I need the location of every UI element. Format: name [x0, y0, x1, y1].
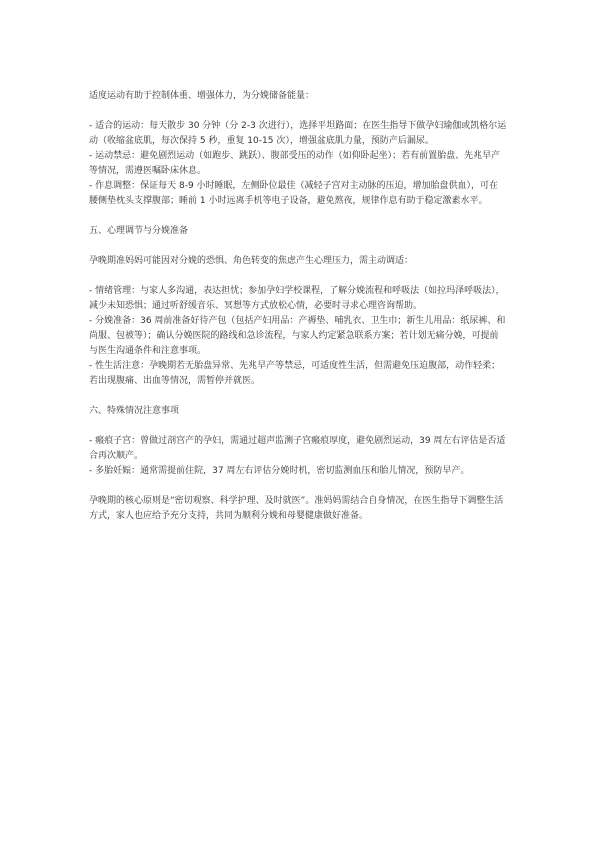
- section-heading-special: 六、特殊情况注意事项: [89, 406, 180, 416]
- paragraph-exercise-intro: 适度运动有助于控制体重、增强体力，为分娩储备能量：: [89, 91, 315, 101]
- paragraph-conclusion: 孕晚期的核心原则是“密切观察、科学护理、及时就医”。准妈妈需结合自身情况，在医生指导下调整生活方式，家人也应给予充分支持，共同为顺利分娩和母婴健康做好准备。: [89, 496, 504, 521]
- section-heading-mental: 五、心理调节与分娩准备: [89, 226, 189, 236]
- list-item-emotion: - 情绪管理：与家人多沟通，表达担忧；参加孕妇学校课程，了解分娩流程和呼吸法（如拉玛泽呼吸法），减少未知恐惧；通过听舒缓音乐、冥想等方式放松心情，必要时寻求心理咨询帮助。: [89, 286, 505, 311]
- list-item-exercise-taboo: - 运动禁忌：避免剧烈运动（如跑步、跳跃）、腹部受压的动作（如仰卧起坐）；若有前置胎盘、先兆早产等情况，需遵医嘱卧床休息。: [89, 151, 501, 176]
- list-item-intimacy: - 性生活注意：孕晚期若无胎盘异常、先兆早产等禁忌，可适度性生活，但需避免压迫腹部，动作轻柔；若出现腹痛、出血等情况，需暂停并就医。: [89, 361, 501, 386]
- mental-list: [89, 284, 507, 389]
- list-item-exercise-suitable: - 适合的运动：每天散步 30 分钟（分 2-3 次进行），选择平坦路面；在医生指导下做孕妇瑜伽或凯格尔运动（收缩盆底肌，每次保持 5 秒，重复 10-15 次），增强盆底肌力量，预防产后漏尿。: [89, 121, 507, 146]
- paragraph-mental-intro: 孕晚期准妈妈可能因对分娩的恐惧、角色转变的焦虑产生心理压力，需主动调适：: [89, 256, 414, 266]
- document-body: [89, 89, 507, 524]
- list-item-rest-schedule: - 作息调整：保证每天 8-9 小时睡眠，左侧卧位最佳（减轻子宫对主动脉的压迫，增加胎盘供血），可在腰侧垫枕头支撑腹部；睡前 1 小时远离手机等电子设备，避免熬夜，规律作息有助于稳定激素水平。: [89, 181, 499, 206]
- list-item-multiple-pregnancy: - 多胎妊娠：通常需提前住院，37 周左右评估分娩时机，密切监测血压和胎儿情况，预防早产。: [89, 466, 470, 476]
- list-item-scarred-uterus: - 瘢痕子宫：曾做过剖宫产的孕妇，需通过超声监测子宫瘢痕厚度，避免剧烈运动，39 周左右评估是否适合再次顺产。: [89, 436, 506, 461]
- list-item-delivery-prep: - 分娩准备：36 周前准备好待产包（包括产妇用品：产褥垫、哺乳衣、卫生巾；新生儿用品：纸尿裤、和尚服、包被等）；确认分娩医院的路线和急诊流程，与家人约定紧急联系方案；若计划无痛分娩，可提前与医生沟通条件和注意事项。: [89, 316, 506, 356]
- special-list: [89, 434, 507, 479]
- exercise-list: [89, 119, 507, 209]
